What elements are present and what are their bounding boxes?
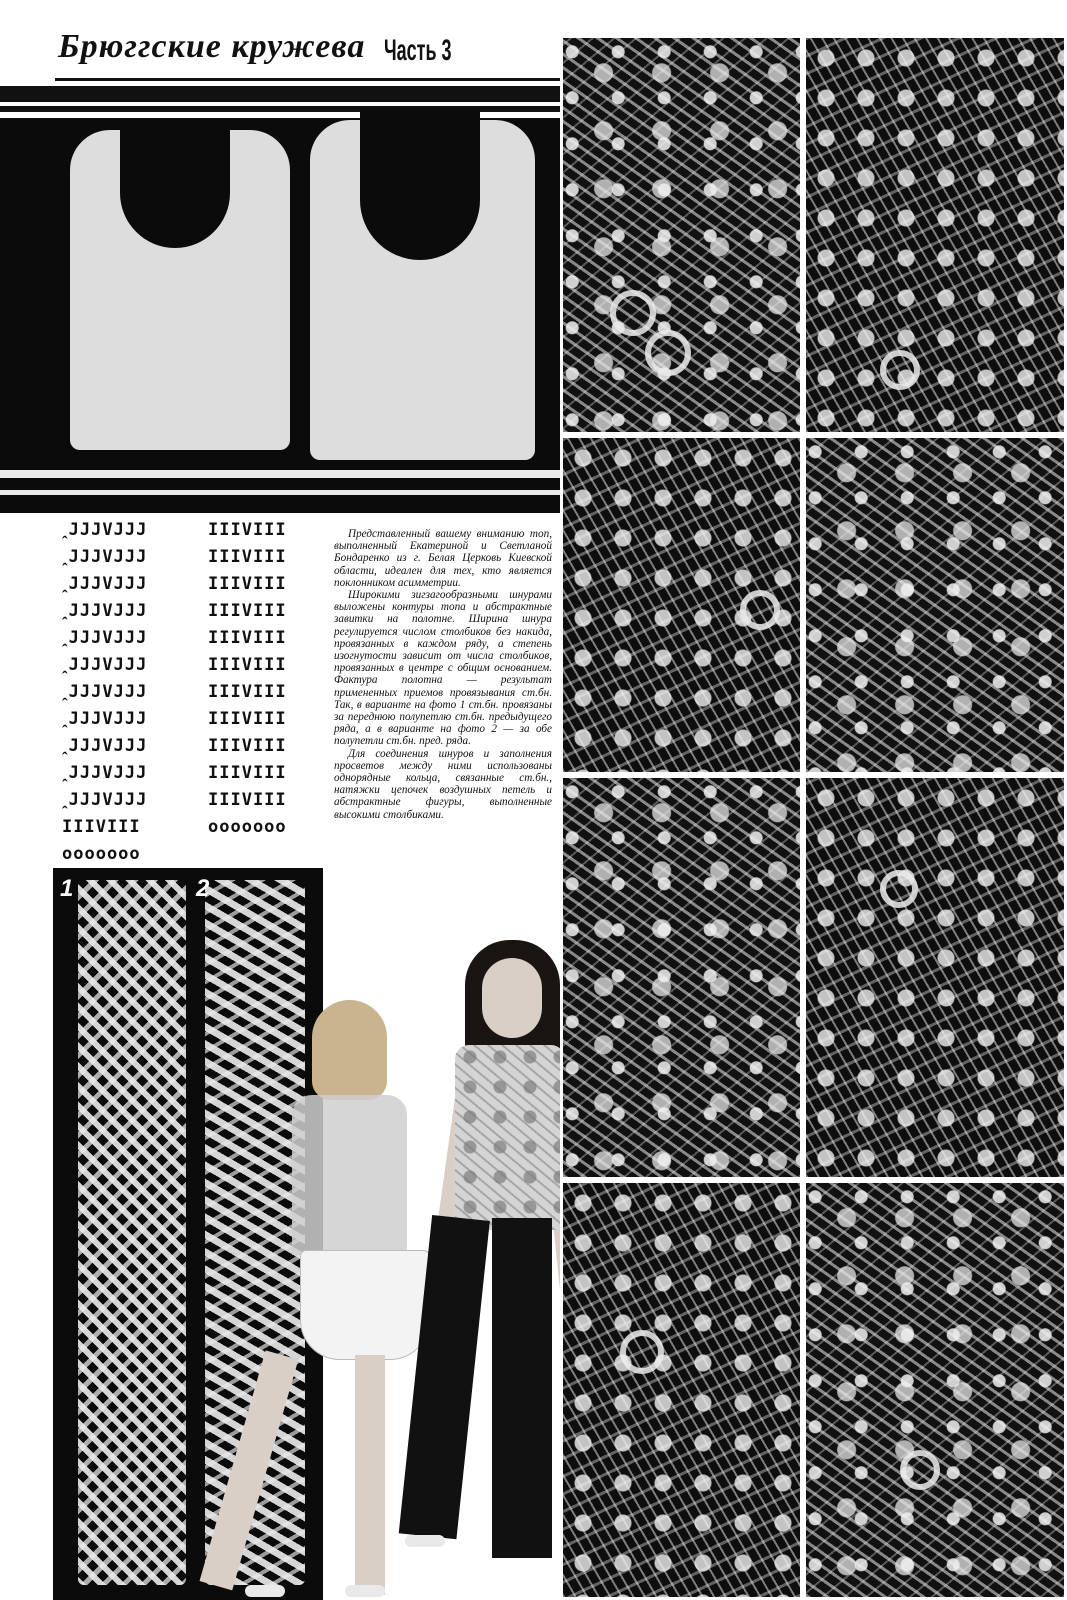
lace-closeup-7 [560,1180,803,1600]
vest-right-neckline [360,110,480,260]
ring-motif [645,330,691,376]
article-paragraph: Для соединения шнуров и заполнения просветов между ними использованы однорядные кольца, связанные ст.бн., натяжки цепочек воздушных петель и абстрактные фигуры, выполненные высокими столбиками. [334,747,552,821]
diagram-row: ꞈJJJVJJJ [62,628,148,648]
shoe [345,1585,385,1597]
diagram-row: IIIVIII [208,520,287,540]
photo-stripe [0,470,565,478]
diagram-row: ꞈJJJVJJJ [62,736,148,756]
lace-closeup-2 [803,35,1067,435]
diagram-row: ooooooo [208,817,287,837]
article-paragraph: Широкими зигзагообразными шнурами выложены контуры топа и абстрактные завитки на полотне. Ширина шнура регулируется числом столбиков без накида, провязанных в каждом ряду, а степень изогнутости зависит от числа столбиков, провязанных в центре с общим основанием. Фактура полотна — результат примененных приемов провязывания ст.бн. Так, в варианте на фото 1 ст.бн. провязаны за переднюю полупетлю ст.бн. предыдущего ряда, а в варианте на фото 2 — за обе полупетли ст.бн. пред. ряда. [334,589,552,748]
diagram-row: ꞈJJJVJJJ [62,655,148,675]
lace-closeup-8 [803,1180,1067,1600]
article-text [334,528,552,821]
diagram-row: IIIVIII [208,547,287,567]
ring-motif [740,590,780,630]
ring-motif [900,1450,940,1490]
swatch-number-2: 2 [196,875,210,902]
diagram-row: IIIVIII [208,601,287,621]
diagram-row: IIIVIII [208,709,287,729]
model-1-skirt [300,1250,430,1360]
diagram-row: ꞈJJJVJJJ [62,763,148,783]
ring-motif [620,1330,664,1374]
lace-closeup-5 [560,775,803,1180]
model-2-lace-top [455,1045,565,1230]
vest-left-neckline [120,118,230,248]
model-2-trouser-leg [492,1218,552,1558]
diagram-row: ꞈJJJVJJJ [62,709,148,729]
diagram-row: IIIVIII [208,736,287,756]
lace-closeup-4 [803,435,1067,775]
header-bar [0,86,565,102]
shoe [405,1535,445,1547]
diagram-row: ꞈJJJVJJJ [62,574,148,594]
lace-closeup-6 [803,775,1067,1180]
diagram-row: ꞈJJJVJJJ [62,547,148,567]
diagram-row: ꞈJJJVJJJ [62,601,148,621]
diagram-row: IIIVIII [208,682,287,702]
ring-motif [880,870,918,908]
diagram-row: ooooooo [62,844,141,864]
part-label: Часть 3 [384,34,452,67]
header-bar-thin [0,106,565,112]
crochet-diagram-2 [208,520,318,844]
shoe [245,1585,285,1597]
diagram-row: ꞈJJJVJJJ [62,682,148,702]
swatch-number-1: 1 [60,875,74,902]
article-paragraph: Представленный вашему вниманию топ, выполненный Екатериной и Светланой Бондаренко из г. Белая Церковь Киевской области, идеален для тех, кто является поклонником асимметрии. [334,528,552,589]
lace-closeup-1 [560,35,803,435]
diagram-row: IIIVIII [62,817,141,837]
diagram-row: IIIVIII [208,655,287,675]
title-underline [55,78,560,81]
model-2-face [482,958,542,1038]
ring-motif [610,290,656,336]
page-title: Брюггские кружева [58,28,366,65]
model-1-hair [312,1000,387,1100]
ring-motif [880,350,920,390]
diagram-row: IIIVIII [208,790,287,810]
diagram-row: IIIVIII [208,574,287,594]
diagram-row: ꞈJJJVJJJ [62,790,148,810]
model-1-leg [355,1355,385,1595]
diagram-row: IIIVIII [208,763,287,783]
crochet-diagram-1 [62,520,177,871]
model-1-lace-top [292,1095,407,1255]
photo-stripe [0,490,565,495]
diagram-row: IIIVIII [208,628,287,648]
swatch-1-image [78,880,186,1585]
diagram-row: ꞈJJJVJJJ [62,520,148,540]
